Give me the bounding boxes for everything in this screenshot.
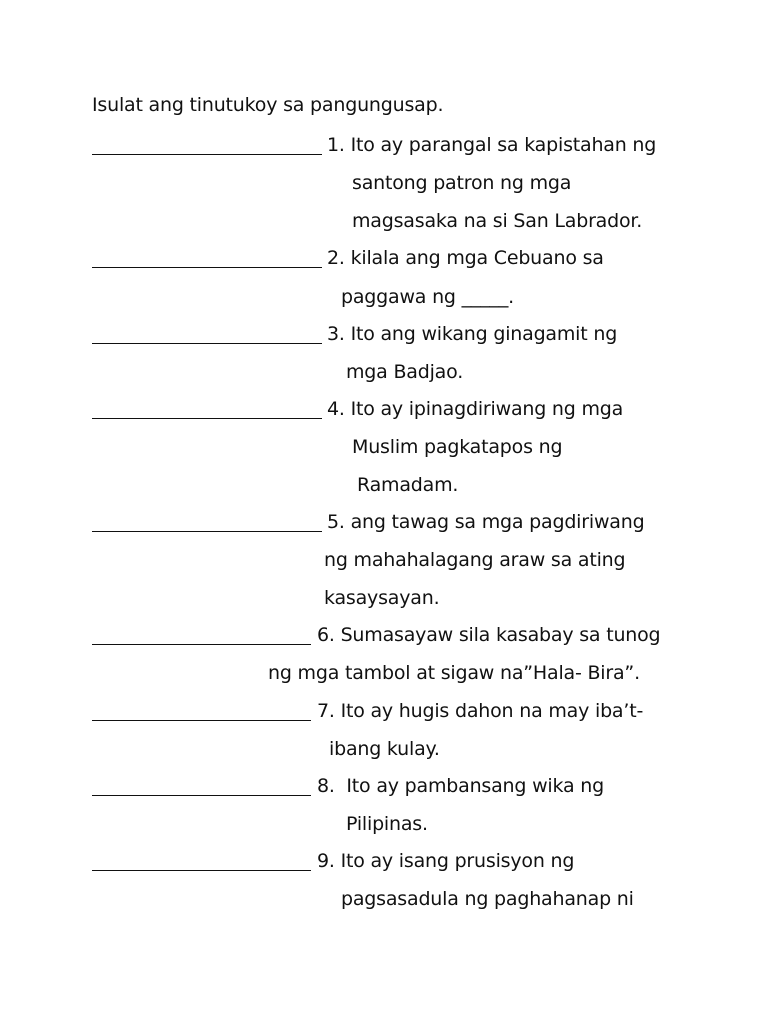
answer-blank-1[interactable]	[92, 154, 322, 155]
item-8-line-1: 8. Ito ay pambansang wika ng	[317, 775, 604, 797]
answer-blank-4[interactable]	[92, 418, 322, 419]
item-8-line-2: Pilipinas.	[346, 813, 428, 835]
item-1-line-1: 1. Ito ay parangal sa kapistahan ng	[327, 134, 657, 156]
item-5-line-1: 5. ang tawag sa mga pagdiriwang	[327, 511, 645, 533]
answer-blank-8[interactable]	[92, 795, 311, 796]
answer-blank-5[interactable]	[92, 531, 322, 532]
item-2-line-1: 2. kilala ang mga Cebuano sa	[327, 247, 604, 269]
item-3-line-1: 3. Ito ang wikang ginagamit ng	[327, 323, 618, 345]
item-4-line-2: Muslim pagkatapos ng	[352, 436, 563, 458]
item-4-line-1: 4. Ito ay ipinagdiriwang ng mga	[327, 398, 624, 420]
item-9-line-1: 9. Ito ay isang prusisyon ng	[317, 850, 575, 872]
item-6-line-2: ng mga tambol at sigaw na”Hala- Bira”.	[268, 662, 640, 684]
item-3-line-2: mga Badjao.	[346, 361, 464, 383]
item-5-line-3: kasaysayan.	[324, 587, 440, 609]
item-7-line-1: 7. Ito ay hugis dahon na may iba’t-	[317, 700, 644, 722]
answer-blank-2[interactable]	[92, 267, 322, 268]
answer-blank-3[interactable]	[92, 343, 322, 344]
answer-blank-7[interactable]	[92, 720, 311, 721]
item-2-line-2: paggawa ng _____.	[341, 286, 514, 308]
item-9-line-2: pagsasadula ng paghahanap ni	[341, 888, 634, 910]
item-1-line-3: magsasaka na si San Labrador.	[352, 210, 643, 232]
item-4-line-3: Ramadam.	[357, 474, 459, 496]
item-5-line-2: ng mahahalagang araw sa ating	[324, 549, 626, 571]
answer-blank-9[interactable]	[92, 870, 311, 871]
item-1-line-2: santong patron ng mga	[352, 172, 572, 194]
answer-blank-6[interactable]	[92, 644, 311, 645]
instruction-text: Isulat ang tinutukoy sa pangungusap.	[92, 94, 444, 116]
item-7-line-2: ibang kulay.	[329, 738, 440, 760]
item-6-line-1: 6. Sumasayaw sila kasabay sa tunog	[317, 624, 661, 646]
